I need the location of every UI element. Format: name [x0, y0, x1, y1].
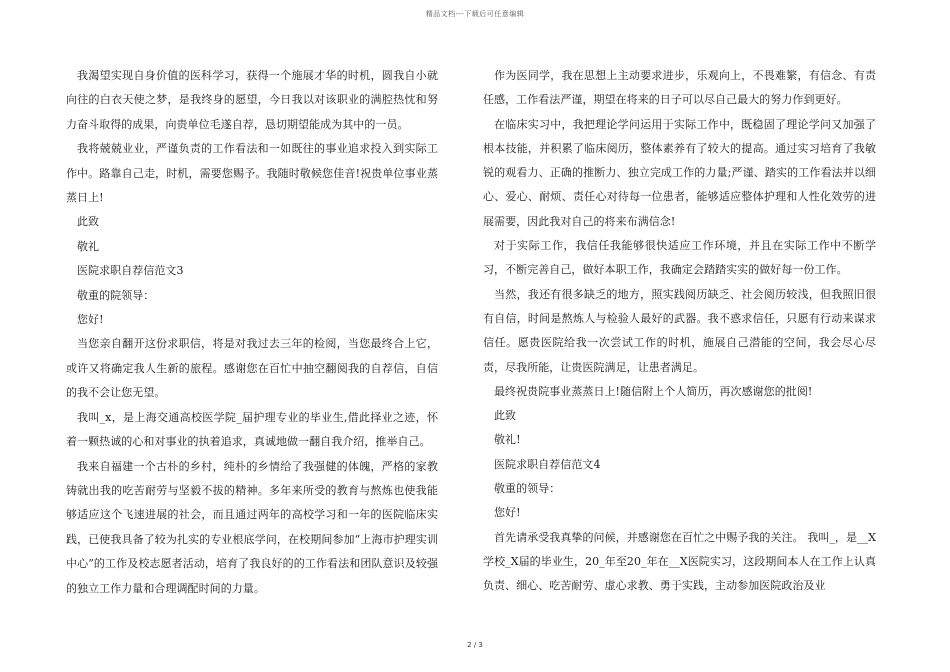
paragraph: 在临床实习中，我把理论学问运用于实际工作中，既稳固了理论学问又加强了根本技能，并积累了临床阅历，整体素养有了较大的提高。通过实习培育了我敏锐的观看力、正确的推断力、独立完成工作的力量;严谨、踏实的工作看法并以细心、爱心、耐烦、责任心对待每一位患者，能够适应整体护理和人性化效劳的进展需要，因此我对自己的将来布满信念! [483, 117, 876, 228]
paragraph: 对于实际工作，我信任我能够很快适应工作环境，并且在实际工作中不断学习，不断完善自己，做好本职工作，我确定会踏踏实实的做好每一份工作。 [483, 239, 876, 277]
paragraph: 我叫_x，是上海交通高校医学院_届护理专业的毕业生,借此择业之迹，怀着一颗热诚的心和对事业的执着追求，真诚地做一翻自我介绍，推举自己。 [66, 410, 438, 449]
page-header: 精品文档---下载后可任意编辑 [425, 10, 525, 18]
paragraph: 最终祝贵院事业蒸蒸日上!随信附上个人简历，再次感谢您的批阅! [494, 384, 813, 398]
closing-salutation: 此致 [494, 409, 517, 423]
paragraph: 我来自福建一个古朴的乡村，纯朴的乡情给了我强健的体魄，严格的家教铸就出我的吃苦耐劳与坚毅不拔的精神。多年来所受的教育与熬炼也使我能够适应这个飞速进展的社会，而且通过两年的高校学习和一年的医院临床实践，已使我具备了较为扎实的专业根底学问，在校期间参加“上海市护理实训中心”的工作及校志愿者活动，培育了我良好的的工作看法和团队意识及较强的独立工作力量和合理调配时间的力量。 [66, 459, 438, 595]
closing-regards: 敬礼 [77, 239, 100, 253]
paragraph: 作为医同学，我在思想上主动要求进步，乐观向上，不畏难繁，有信念、有责任感，工作看法严谨，期望在将来的日子可以尽自己最大的努力作到更好。 [483, 69, 876, 107]
page-number: 2 / 3 [467, 641, 483, 649]
paragraph: 首先请承受我真挚的问候，并感谢您在百忙之中赐予我的关注。 我叫_，是__X学校_X届的毕业生，20_年至20_年在__X医院实习，这段期间本人在工作上认真负责、细心、吃苦耐劳、虚心求教、勇于实践，主动参加医院政治及业 [483, 530, 876, 593]
section-title: 医院求职自荐信范文4 [494, 457, 601, 471]
paragraph: 我渴望实现自身价值的医科学习，获得一个施展才华的时机，圆我自小就向往的白衣天使之梦，是我终身的愿望，今日我以对该职业的满腔热忱和努力奋斗取得的成果，向贵单位毛遂自荐，恳切期望能成为其中的一员。 [66, 69, 438, 131]
greeting-hello: 您好! [77, 313, 104, 327]
greeting: 敬重的院领导： [77, 288, 155, 302]
left-column [66, 64, 438, 601]
closing-regards: 敬礼! [494, 433, 521, 447]
paragraph: 我将兢兢业业，严谨负责的工作看法和一如既往的事业追求投入到实际工作中。路靠自己走，时机，需要您赐予。我随时敬候您佳音!祝贵单位事业蒸蒸日上! [66, 142, 438, 205]
closing-salutation: 此致 [77, 215, 100, 229]
paragraph: 当然，我还有很多缺乏的地方，照实践阅历缺乏、社会阅历较浅，但我照旧很有自信，时间是熬炼人与检验人最好的武器。我不惑求信任，只愿有行动来谋求信任。愿贵医院给我一次尝试工作的时机，施展自己潜能的空间，我会尽心尽责，尽我所能，让贵医院满足，让患者满足。 [483, 287, 876, 374]
greeting-hello: 您好! [494, 506, 521, 520]
right-column [483, 64, 876, 599]
greeting: 敬重的领导： [494, 482, 561, 496]
section-title: 医院求职自荐信范文3 [77, 264, 184, 278]
paragraph: 当您亲自翻开这份求职信，将是对我过去三年的检阅，当您最终合上它，或许又将确定我人生新的旅程。感谢您在百忙中抽空翻阅我的自荐信，自信的我不会让您无望。 [66, 337, 438, 400]
